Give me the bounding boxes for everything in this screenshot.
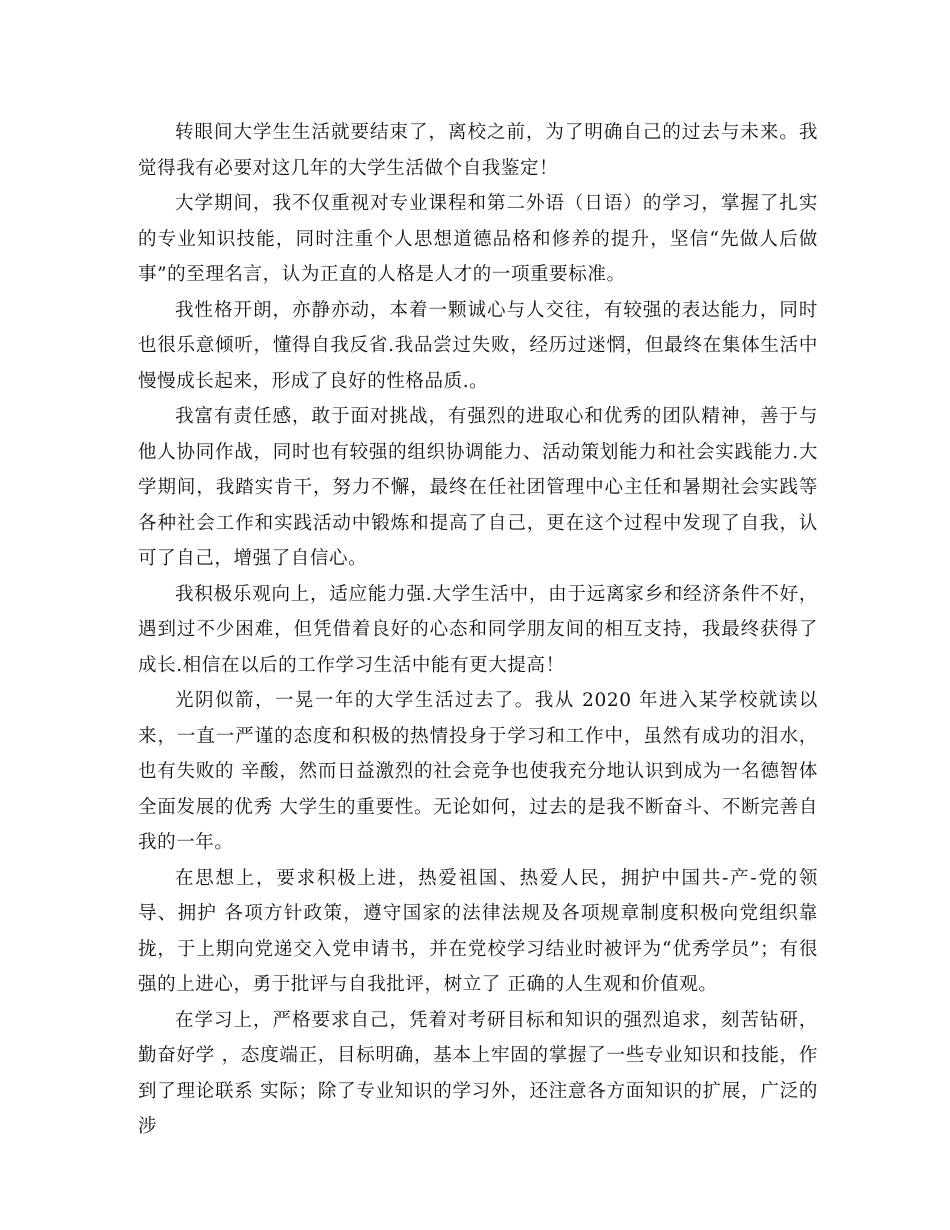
paragraph-1: 转眼间大学生生活就要结束了，离校之前，为了明确自己的过去与未来。我觉得我有必要对这几年的大学生活做个自我鉴定！	[138, 122, 818, 179]
paragraph-8: 在学习上，严格要求自己，凭着对考研目标和知识的强烈追求，刻苦钻研，勤奋好学 ，态度端正，目标明确，基本上牢固的掌握了一些专业知识和技能，作到了理论联系 实际；除了专业知识的学习外，还注意各方面知识的扩展，广泛的涉	[138, 1009, 818, 1137]
paragraph-4: 我富有责任感，敢于面对挑战，有强烈的进取心和优秀的团队精神，善于与他人协同作战，同时也有较强的组织协调能力、活动策划能力和社会实践能力.大学期间，我踏实肯干，努力不懈，最终在任社团管理中心主任和暑期社会实践等各种社会工作和实践活动中锻炼和提高了自己，更在这个过程中发现了自我，认可了自己，增强了自信心。	[138, 406, 818, 569]
paragraph-7: 在思想上，要求积极上进，热爱祖国、热爱人民，拥护中国共-产-党的领导、拥护 各项方针政策，遵守国家的法律法规及各项规章制度积极向党组织靠拢，于上期向党递交入党申请书，并在党校学习结业时被评为“优秀学员”；有很强的上进心，勇于批评与自我批评，树立了 正确的人生观和价值观。	[138, 867, 818, 995]
document-body	[138, 115, 818, 1145]
paragraph-2: 大学期间，我不仅重视对专业课程和第二外语（日语）的学习，掌握了扎实的专业知识技能，同时注重个人思想道德品格和修养的提升，坚信“先做人后做事”的至理名言，认为正直的人格是人才的一项重要标准。	[138, 193, 818, 285]
paragraph-5: 我积极乐观向上，适应能力强.大学生活中，由于远离家乡和经济条件不好，遇到过不少困难，但凭借着良好的心态和同学朋友间的相互支持，我最终获得了成长.相信在以后的工作学习生活中能有更大提高！	[138, 583, 818, 676]
paragraph-6: 光阴似箭，一晃一年的大学生活过去了。我从 2020 年进入某学校就读以来，一直一严谨的态度和积极的热情投身于学习和工作中，虽然有成功的泪水，也有失败的 辛酸，然而日益激烈的社会竞争也使我充分地认识到成为一名德智体全面发展的优秀 大学生的重要性。无论如何，过去的是我不断奋斗、不断完善自我的一年。	[138, 690, 818, 853]
paragraph-3: 我性格开朗，亦静亦动，本着一颗诚心与人交往，有较强的表达能力，同时也很乐意倾听，懂得自我反省.我品尝过失败，经历过迷惘，但最终在集体生活中慢慢成长起来，形成了良好的性格品质.。	[138, 299, 818, 392]
